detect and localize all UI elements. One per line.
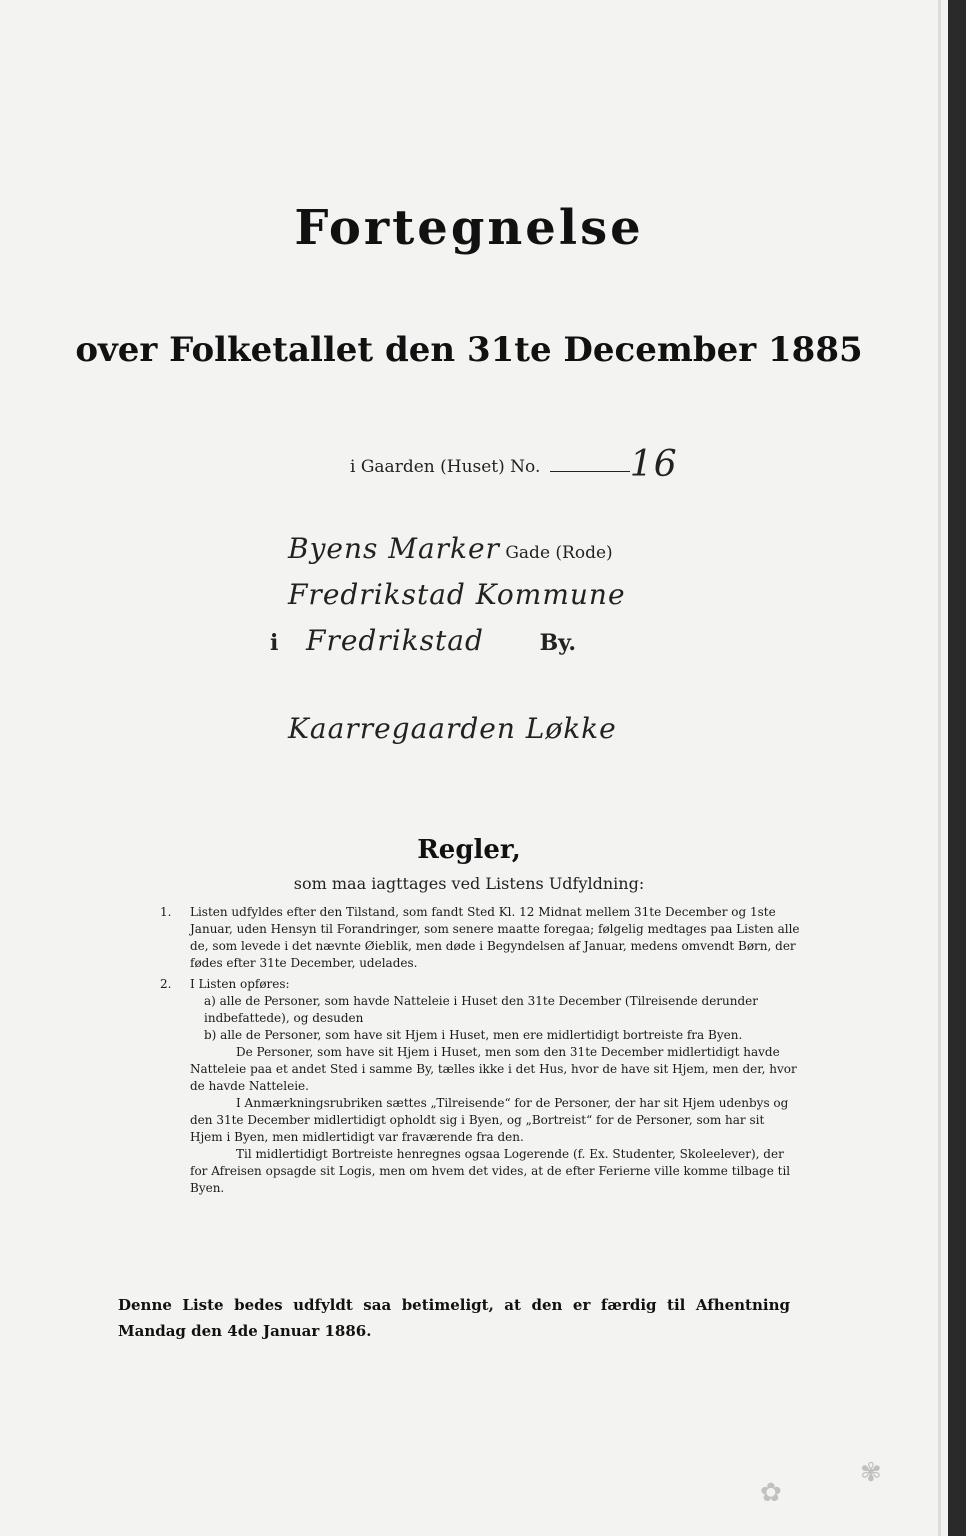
street-label: Gade (Rode)	[505, 543, 613, 563]
rule-item-2	[160, 976, 800, 1197]
rule-number-2: 2.	[160, 977, 172, 991]
rule-text-2: I Listen opføres:	[190, 977, 290, 991]
city-handwritten: Fredrikstad	[306, 624, 484, 657]
street-handwritten: Byens Marker	[288, 532, 500, 565]
house-number-line	[350, 440, 678, 485]
house-number: 16	[629, 444, 678, 485]
rules-subtitle: som maa iagttages ved Listens Udfyldning:	[293, 874, 645, 893]
note-handwritten: Kaarregaarden Løkke	[288, 712, 617, 745]
rule-paragraph-2: I Anmærkningsrubriken sættes „Tilreisende“ for de Personer, der har sit Hjem udenbys og den 31te December midlertidigt opholdt sig i Byen, og „Bortreist“ for de Personer, som har sit Hjem i Byen, men midlertidigt var fraværende fra den.	[190, 1096, 789, 1144]
page-title: Fortegnelse	[294, 200, 644, 256]
city-label: By.	[539, 630, 577, 656]
house-label: i Gaarden (Huset) No.	[350, 457, 541, 477]
scan-edge	[938, 0, 966, 1536]
city-prefix: i	[270, 630, 279, 656]
rule-paragraph-3: Til midlertidigt Bortreiste henregnes ogsaa Logerende (f. Ex. Studenter, Skoleelever), der for Afreisen opsagde sit Logis, men om hvem det vides, at de efter Ferierne ville komme tilbage til Byen.	[190, 1147, 791, 1195]
parish-handwritten: Fredrikstad Kommune	[288, 578, 626, 611]
rule-item-1	[160, 904, 800, 972]
rules-list	[160, 904, 800, 1201]
footer-note: Denne Liste bedes udfyldt saa betimeligt, at den er færdig til Afhentning Mandag den 4de Januar 1886.	[118, 1296, 790, 1340]
rule-2a: a) alle de Personer, som havde Natteleie i Huset den 31te December (Tilreisende derunder indbefattede), og desuden	[204, 994, 759, 1025]
page-subtitle: over Folketallet den 31te December 1885	[75, 330, 863, 370]
archive-stamp-icon: ✿	[760, 1478, 782, 1508]
rule-text-1: Listen udfyldes efter den Tilstand, som fandt Sted Kl. 12 Midnat mellem 31te December og 1ste Januar, uden Hensyn til Forandringer, som senere maatte foregaa; følgelig medtages paa Listen alle de, som levede i det nævnte Øieblik, men døde i Begyndelsen af Januar, medens omvendt Børn, der fødes efter 31te December, udelades.	[190, 905, 800, 970]
note-line	[288, 712, 617, 745]
city-line	[270, 624, 576, 657]
rule-2b: b) alle de Personer, som have sit Hjem i Huset, men ere midlertidigt bortreiste fra Byen.	[204, 1028, 743, 1042]
archive-stamp-icon: ✾	[860, 1458, 882, 1488]
street-line	[288, 532, 613, 565]
rule-paragraph-1: De Personer, som have sit Hjem i Huset, men som den 31te December midlertidigt havde Natteleie paa et andet Sted i samme By, tælles ikke i det Hus, hvor de have sit Hjem, men der, hvor de havde Natteleie.	[190, 1045, 797, 1093]
parish-line	[288, 578, 626, 611]
rule-number-1: 1.	[160, 905, 172, 919]
rules-title: Regler,	[417, 835, 521, 865]
